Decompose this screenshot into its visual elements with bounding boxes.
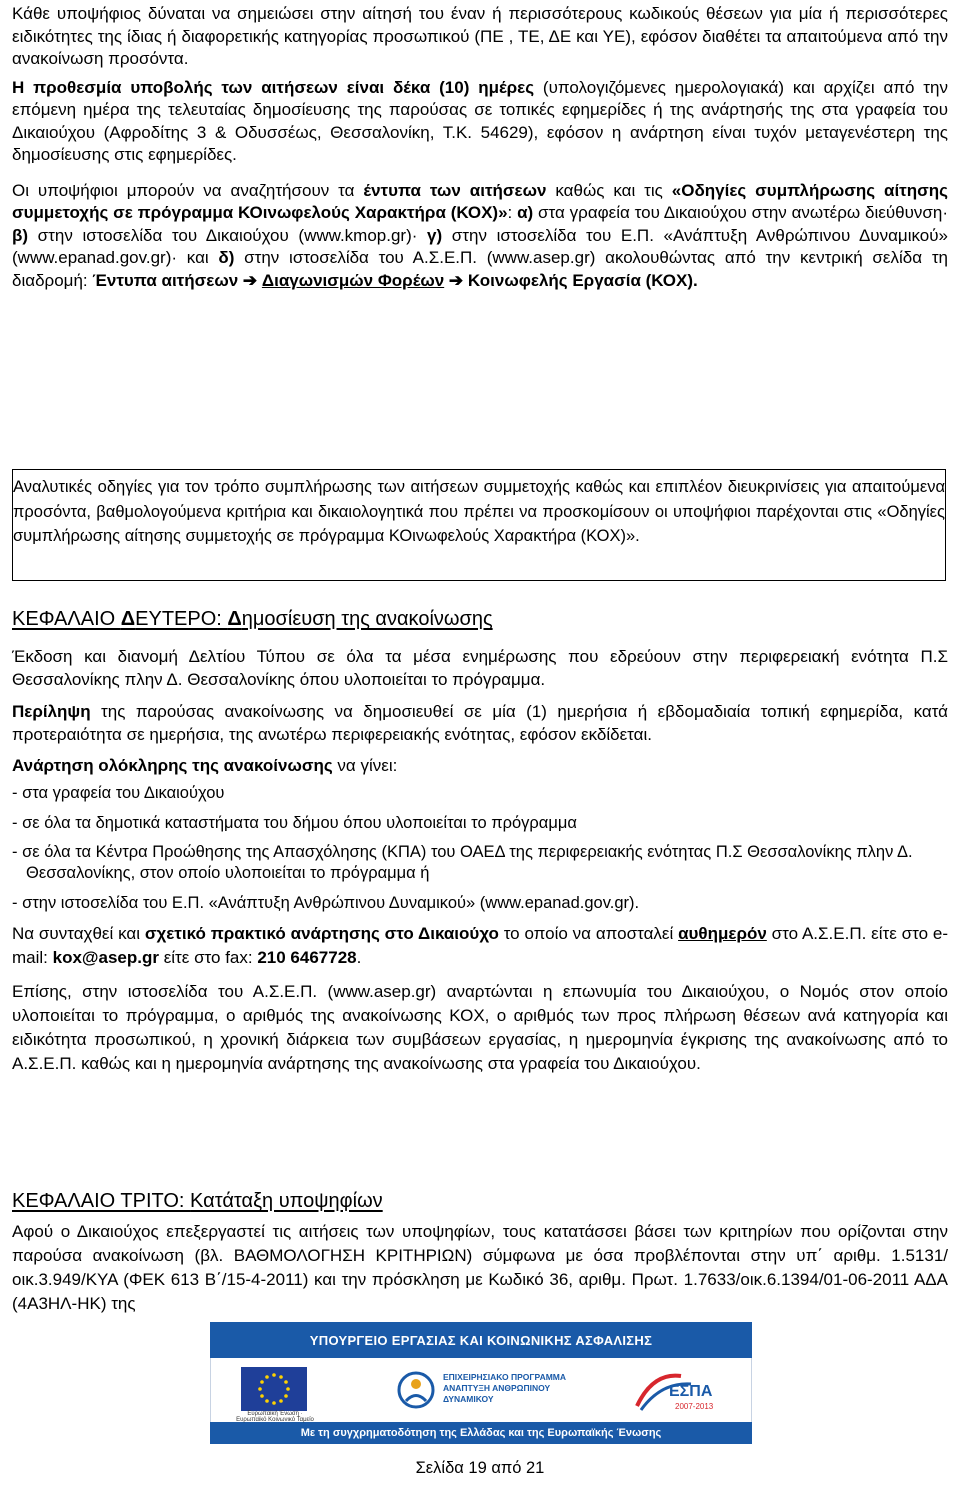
deadline-text: (υπολογιζόμενες ημερολογιακά) και αρχίζει από την επόμενη ημέρα της τελευταίας δημοσίευσης της παρούσας σε τοπικές εφημερίδες ή της ανάρτησής της στα γραφεία του Δικαιούχου (Αφροδίτης 3 & Οδυσσέως, Θεσσαλονίκη, Τ.Κ. 54629), εφόσον η ανάρτηση είναι τυχόν μεταγενέστερη της δημοσίευσης στις εφημερίδες. bbox=[12, 77, 948, 164]
posting-list bbox=[12, 782, 948, 914]
path-step-2: Διαγωνισμών Φορέων bbox=[261, 270, 445, 290]
list-item: - σε όλα τα Κέντρα Προώθησης της Απασχόλησης (ΚΠΑ) του ΟΑΕΔ της περιφερειακής ενότητας Π.Σ Θεσσαλονίκης πλην Δ. Θεσσαλονίκης, στον οποίο υλοποιείται το πρόγραμμα ή bbox=[12, 842, 913, 882]
compile-text: Να συνταχθεί και bbox=[12, 923, 145, 943]
espa-years: 2007-2013 bbox=[675, 1402, 714, 1411]
path-step-3: Κοινωφελής Εργασία (ΚΟΧ). bbox=[467, 270, 698, 290]
title-part: ΕΥΤΕΡΟ: bbox=[135, 608, 228, 630]
press-release-paragraph: Έκδοση και διανομή Δελτίου Τύπου σε όλα τα μέσα ενημέρωσης που εδρεύουν στην περιφερειακή ενότητα Π.Σ Θεσσαλονίκης πλην Δ. Θεσσαλονίκης όπου υλοποιείται το πρόγραμμα. bbox=[12, 647, 948, 689]
ranking-paragraph: Αφού ο Δικαιούχος επεξεργαστεί τις αιτήσεις των υποψηφίων, τους κατατάσσει βάσει των κριτηρίων που ορίζονται στην παρούσα ανακοίνωση (βλ. ΒΑΘΜΟΛΟΓΗΣΗ ΚΡΙΤΗΡΙΩΝ) σύμφωνα με όσα προβλέπονται στην υπ΄ αριθμ. 1.5131/οικ.3.949/ΚΥΑ (ΦΕΚ 613 Β΄/15-4-2011) και την πρόσκληση με Κωδικό 36, αριθμ. Πρωτ. 1.7633/οικ.6.1394/01-06-2011 ΑΔΑ (4Α3ΗΛ-ΗΚ) της bbox=[12, 1222, 948, 1313]
page-number: Σελίδα 19 από 21 bbox=[415, 1459, 545, 1477]
posting-paragraph bbox=[12, 755, 948, 778]
summary-text: της παρούσας ανακοίνωσης να δημοσιευθεί σε μία (1) ημερήσια ή εβδομαδιαία τοπική εφημερίδα, κατά προτεραιότητα σε ημερήσια, της ανωτέρω περιφερειακής ενότητας, εφόσον εκδίδεται. bbox=[12, 702, 948, 744]
compile-bold: σχετικό πρακτικό ανάρτησης στο Δικαιούχο bbox=[144, 923, 499, 943]
compile-text: στο Α.Σ.Ε.Π. είτε στο e-mail: bbox=[12, 923, 948, 967]
forms-text-1: Οι υποψήφιοι μπορούν να αναζητήσουν τα bbox=[12, 180, 364, 200]
forms-text-2: καθώς και τις bbox=[546, 180, 672, 200]
eu-caption: Ευρωπαϊκή Ένωση · Ευρωπαϊκό Κοινωνικό Ταμείο bbox=[236, 1411, 314, 1423]
funding-banner bbox=[210, 1322, 752, 1444]
path-step-1: Έντυπα αιτήσεων bbox=[92, 270, 239, 290]
forms-bold-1: έντυπα των αιτήσεων bbox=[363, 180, 547, 200]
logos-strip bbox=[210, 1358, 752, 1422]
section-two-title bbox=[12, 606, 948, 632]
posting-bold: Ανάρτηση ολόκληρης της ανακοίνωσης bbox=[12, 756, 333, 775]
espa-logo-icon bbox=[631, 1366, 723, 1414]
arrow-right-icon: ➔ bbox=[448, 270, 464, 290]
program-name: ΕΠΙΧΕΙΡΗΣΙΑΚΟ ΠΡΟΓΡΑΜΜΑ ΑΝΑΠΤΥΞΗ ΑΝΘΡΩΠΙΝΟΥ ΔΥΝΑΜΙΚΟΥ bbox=[443, 1372, 567, 1404]
arrow-right-icon: ➔ bbox=[242, 270, 258, 290]
section-three bbox=[12, 1188, 948, 1316]
forms-text-5: στην ιστοσελίδα του Δικαιούχου (www.kmop.gr)· bbox=[28, 225, 428, 245]
eu-flag-icon bbox=[241, 1367, 307, 1411]
section-three-title bbox=[12, 1188, 948, 1214]
forms-text-6: στην ιστοσελίδα του Ε.Π. «Ανάπτυξη Ανθρώπινου Δυναμικού» (www.epanad.gov.gr)· και bbox=[12, 225, 949, 267]
title-part: Κατάταξη υποψηφίων bbox=[190, 1190, 383, 1212]
title-part: ημοσίευση της ανακοίνωσης bbox=[241, 608, 493, 630]
compile-bold-same-day: αυθημερόν bbox=[678, 923, 767, 943]
forms-paragraph bbox=[12, 180, 948, 293]
compile-text: . bbox=[356, 947, 362, 967]
ministry-header: ΥΠΟΥΡΓΕΙΟ ΕΡΓΑΣΙΑΣ ΚΑΙ ΚΟΙΝΩΝΙΚΗΣ ΑΣΦΑΛΙΣΗΣ bbox=[210, 1322, 752, 1358]
summary-bold: Περίληψη bbox=[12, 702, 91, 721]
cofinance-strip: Με τη συγχρηματοδότηση της Ελλάδας και της Ευρωπαϊκής Ένωσης bbox=[210, 1422, 752, 1444]
forms-text-4: στα γραφεία του Δικαιούχου στην ανωτέρω διεύθυνση· bbox=[533, 203, 948, 222]
forms-item-b: β) bbox=[12, 225, 29, 245]
list-item: - στην ιστοσελίδα του Ε.Π. «Ανάπτυξη Ανθρώπινου Δυναμικού» (www.epanad.gov.gr). bbox=[12, 893, 640, 912]
deadline-paragraph bbox=[12, 77, 948, 167]
forms-item-c: γ) bbox=[427, 225, 443, 245]
instructions-box bbox=[12, 469, 946, 581]
forms-text-7: στην ιστοσελίδα του Α.Σ.Ε.Π. (www.asep.gr) ακολουθώντας από την κεντρική σελίδα τη διαδρομή: bbox=[12, 248, 948, 290]
forms-text-3: : bbox=[507, 203, 518, 222]
document-page bbox=[12, 0, 949, 1313]
fax-value: 210 6467728 bbox=[257, 947, 357, 967]
title-part: ΚΕΦΑΛΑΙΟ bbox=[12, 608, 121, 630]
list-item: - στα γραφεία του Δικαιούχου bbox=[12, 783, 225, 802]
title-part: Δ bbox=[120, 608, 136, 630]
compile-text: το οποίο να αποσταλεί bbox=[498, 923, 679, 943]
intro-paragraph: Κάθε υποψήφιος δύναται να σημειώσει στην αίτησή του έναν ή περισσότερους κωδικούς θέσεων για μία ή περισσότερες ειδικότητες της ίδιας ή διαφορετικής κατηγορίας προσωπικού (ΠΕ , ΤΕ, ΔΕ και ΥΕ), εφόσον διαθέτει τα απαιτούμενα από την ανακοίνωση προσόντα. bbox=[12, 4, 948, 68]
title-part: Δ bbox=[227, 608, 242, 630]
forms-bold-guidelines: «Οδηγίες συμπλήρωσης αίτησης συμμετοχής σε πρόγραμμα ΚΟινωφελούς Χαρακτήρα (ΚΟΧ)» bbox=[12, 180, 948, 222]
instructions-text: Αναλυτικές οδηγίες για τον τρόπο συμπλήρωσης των αιτήσεων συμμετοχής καθώς και επιπλέον διευκρινίσεις για απαιτούμενα προσόντα, βαθμολογούμενα κριτήρια και δικαιολογητικά που πρέπει να προσκομίσουν οι υποψήφιοι παρέχονται στις «Οδηγίες συμπλήρωσης αίτησης συμμετοχής σε πρόγραμμα ΚΟινωφελούς Χαρακτήρα (ΚΟΧ)». bbox=[13, 478, 945, 545]
section-two bbox=[12, 606, 948, 1076]
title-part: ΚΕΦΑΛΑΙΟ ΤΡΙΤΟ: bbox=[12, 1190, 191, 1212]
posting-text: να γίνει: bbox=[332, 756, 398, 775]
list-item: - σε όλα τα δημοτικά καταστήματα του δήμου όπου υλοποιείται το πρόγραμμα bbox=[12, 813, 577, 832]
program-logo-icon bbox=[396, 1370, 436, 1410]
deadline-bold: Η προθεσμία υποβολής των αιτήσεων είναι δέκα (10) ημέρες bbox=[12, 77, 535, 97]
compile-text: είτε στο fax: bbox=[158, 947, 258, 967]
forms-item-a: α) bbox=[517, 203, 534, 222]
summary-paragraph bbox=[12, 700, 948, 746]
compile-paragraph bbox=[12, 922, 948, 970]
asep-paragraph: Επίσης, στην ιστοσελίδα του Α.Σ.Ε.Π. (www.asep.gr) αναρτώνται η επωνυμία του Δικαιούχου, ο Νομός στον οποίο υλοποιείται το πρόγραμμα, ο αριθμός της ανακοίνωσης ΚΟΧ, ο αριθμός των προς πλήρωση θέσεων ανά κατηγορία και ειδικότητα προσωπικού, η χρονική διάρκεια των συμβάσεων εργασίας, η ημερομηνία έγκρισης της ανακοίνωσης από το Α.Σ.Ε.Π. καθώς και η ημερομηνία ανάρτησης της ανακοίνωσης στα γραφεία του Δικαιούχου. bbox=[12, 981, 948, 1073]
email-value: kox@asep.gr bbox=[52, 947, 159, 967]
forms-item-d: δ) bbox=[218, 248, 235, 267]
espa-label: ΕΣΠΑ bbox=[669, 1383, 713, 1400]
